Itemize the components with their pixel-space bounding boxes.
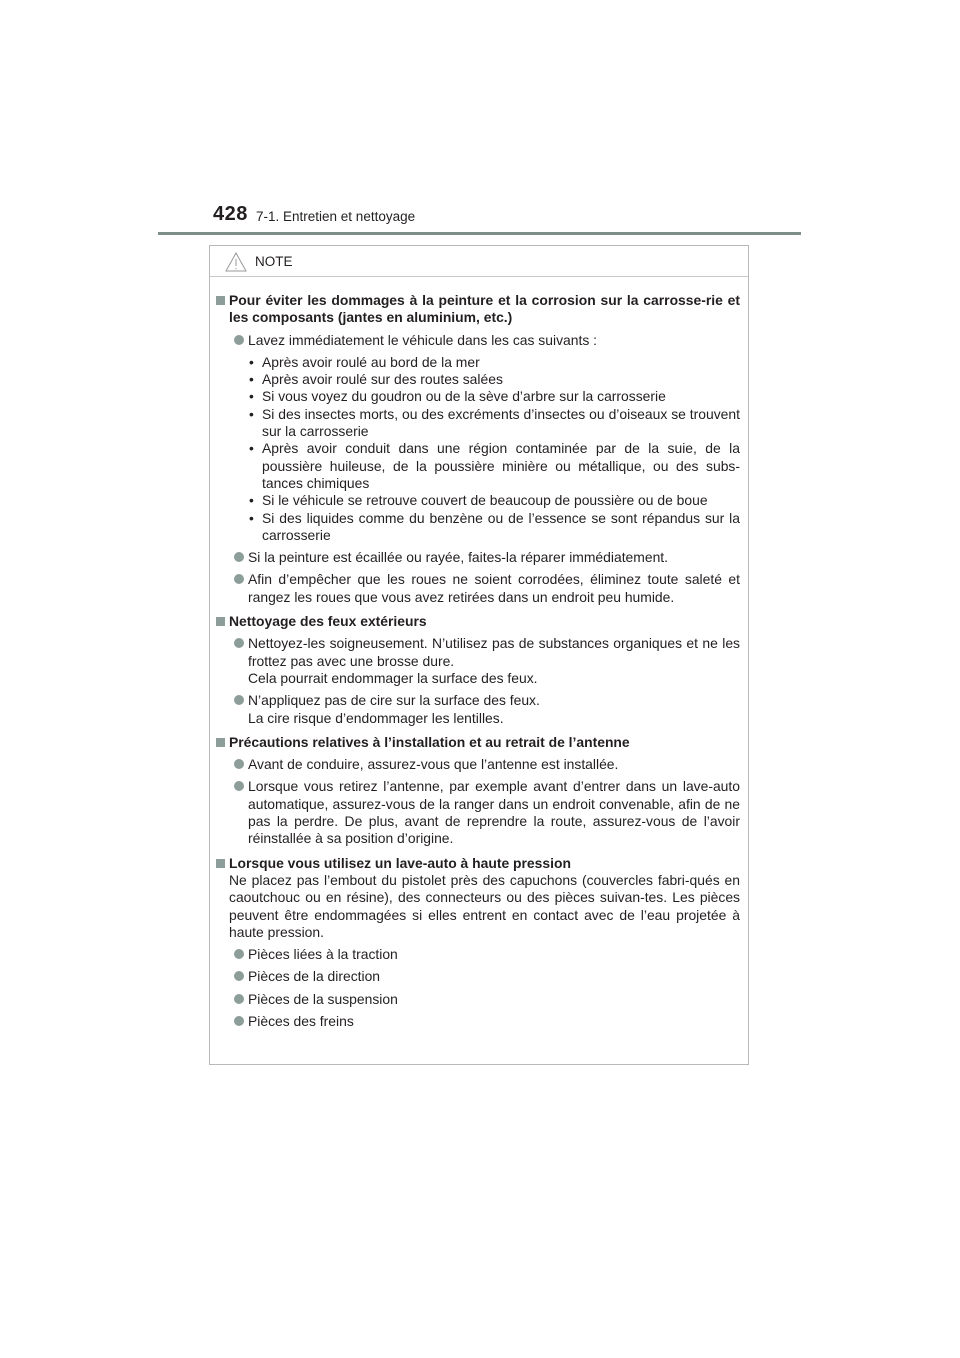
list-item-text: Pièces de la direction — [248, 968, 381, 985]
dot-bullet-icon: • — [249, 371, 254, 388]
circle-bullet-icon — [234, 949, 244, 959]
list-item-text: Nettoyez-les soigneusement. N’utilisez pas de substances organiques et ne les frottez pas avec une brosse dure. — [248, 635, 740, 669]
section-heading — [216, 613, 740, 630]
list-item-text: Afin d’empêcher que les roues ne soient corrodées, éliminez toute saleté et rangez les roues que vous avez retirées dans un endroit peu humide. — [248, 571, 740, 605]
sub-item-text: Si des liquides comme du benzène ou de l’essence se sont répandus sur la carrosserie — [262, 509, 740, 543]
list-item — [216, 968, 740, 985]
list-item — [216, 778, 740, 847]
heading-text: Lorsque vous utilisez un lave-auto à haute pression — [229, 854, 571, 871]
dot-bullet-icon: • — [249, 388, 254, 405]
square-bullet-icon — [216, 738, 225, 747]
warning-triangle-icon — [225, 252, 247, 272]
heading-text: Pour éviter les dommages à la peinture et la corrosion sur la carrosse-rie et les composants (jantes en aluminium, etc.) — [229, 292, 740, 326]
list-item — [216, 946, 740, 963]
circle-bullet-icon — [234, 638, 244, 648]
paragraph: Ne placez pas l’embout du pistolet près des capuchons (couvercles fabri-qués en caoutchouc ou en résine), des connecteurs ou des pièces suivan-tes. Les pièces peuvent être endommagées si elles entrent en contact avec de l’eau projetée à haute pression. — [229, 871, 740, 940]
list-item — [216, 549, 740, 566]
list-item-text: Lorsque vous retirez l’antenne, par exemple avant d’entrer dans un lave-auto automatique, assurez-vous de la ranger dans un endroit convenable, afin de ne pas la perdre. De plus, avant de reprendre la route, assurez-vous de l’avoir réinstallée à sa position d’origine. — [248, 778, 740, 847]
square-bullet-icon — [216, 859, 225, 868]
section-heading — [216, 734, 740, 751]
square-bullet-icon — [216, 617, 225, 626]
list-item-text: Si la peinture est écaillée ou rayée, faites-la réparer immédiatement. — [248, 549, 669, 566]
list-item-text: Pièces de la suspension — [248, 990, 398, 1007]
sub-item-text: Après avoir roulé au bord de la mer — [262, 353, 480, 370]
note-box — [209, 245, 749, 1065]
circle-bullet-icon — [234, 994, 244, 1004]
circle-bullet-icon — [234, 552, 244, 562]
sub-item-text: Si des insectes morts, ou des excréments d’insectes ou d’oiseaux se trouvent sur la carrosserie — [262, 405, 740, 440]
sub-list — [216, 354, 740, 544]
list-item-extra: La cire risque d’endommager les lentilles. — [248, 709, 504, 726]
list-item-text: Avant de conduire, assurez-vous que l’antenne est installée. — [248, 756, 619, 773]
dot-bullet-icon: • — [249, 353, 254, 370]
sub-item-text: Si vous voyez du goudron ou de la sève d’arbre sur la carrosserie — [262, 388, 666, 405]
dot-bullet-icon: • — [249, 492, 254, 509]
circle-bullet-icon — [234, 759, 244, 769]
list-item — [216, 1013, 740, 1030]
heading-text: Précautions relatives à l’installation et au retrait de l’antenne — [229, 733, 630, 750]
list-item — [216, 332, 740, 349]
dot-bullet-icon: • — [249, 440, 254, 457]
heading-text: Nettoyage des feux extérieurs — [229, 613, 427, 630]
list-item-text: Lavez immédiatement le véhicule dans les cas suivants : — [248, 331, 597, 348]
sub-list-item — [216, 406, 740, 441]
sub-list-item — [216, 371, 740, 388]
note-header — [210, 246, 748, 277]
list-item-text: Pièces liées à la traction — [248, 946, 398, 963]
dot-bullet-icon: • — [249, 509, 254, 526]
circle-bullet-icon — [234, 781, 244, 791]
circle-bullet-icon — [234, 971, 244, 981]
circle-bullet-icon — [234, 574, 244, 584]
sub-item-text: Après avoir conduit dans une région contaminée par de la suie, de la poussière huileuse, de la poussière minière ou métallique, ou des subs-tances chimiques — [262, 440, 740, 491]
list-item — [216, 635, 740, 687]
list-item-extra: Cela pourrait endommager la surface des feux. — [248, 669, 538, 686]
section-heading — [216, 855, 740, 872]
sub-list-item — [216, 492, 740, 509]
list-item — [216, 571, 740, 606]
page-number: 428 — [213, 203, 248, 225]
list-item — [216, 692, 740, 727]
list-item — [216, 756, 740, 773]
dot-bullet-icon: • — [249, 405, 254, 422]
list-item-text: N’appliquez pas de cire sur la surface des feux. — [248, 692, 540, 709]
circle-bullet-icon — [234, 335, 244, 345]
circle-bullet-icon — [234, 1016, 244, 1026]
sub-list-item — [216, 388, 740, 405]
note-label: NOTE — [255, 254, 293, 269]
list-item — [216, 991, 740, 1008]
sub-list-item — [216, 354, 740, 371]
note-body — [210, 277, 748, 1030]
sub-list-item — [216, 510, 740, 545]
sub-item-text: Après avoir roulé sur des routes salées — [262, 371, 503, 388]
header-rule — [158, 232, 801, 235]
square-bullet-icon — [216, 296, 225, 305]
sub-list-item — [216, 440, 740, 492]
sub-item-text: Si le véhicule se retrouve couvert de beaucoup de poussière ou de boue — [262, 492, 708, 509]
circle-bullet-icon — [234, 695, 244, 705]
section-heading — [216, 292, 740, 327]
list-item-text: Pièces des freins — [248, 1012, 354, 1029]
section-title: 7-1. Entretien et nettoyage — [256, 209, 416, 224]
